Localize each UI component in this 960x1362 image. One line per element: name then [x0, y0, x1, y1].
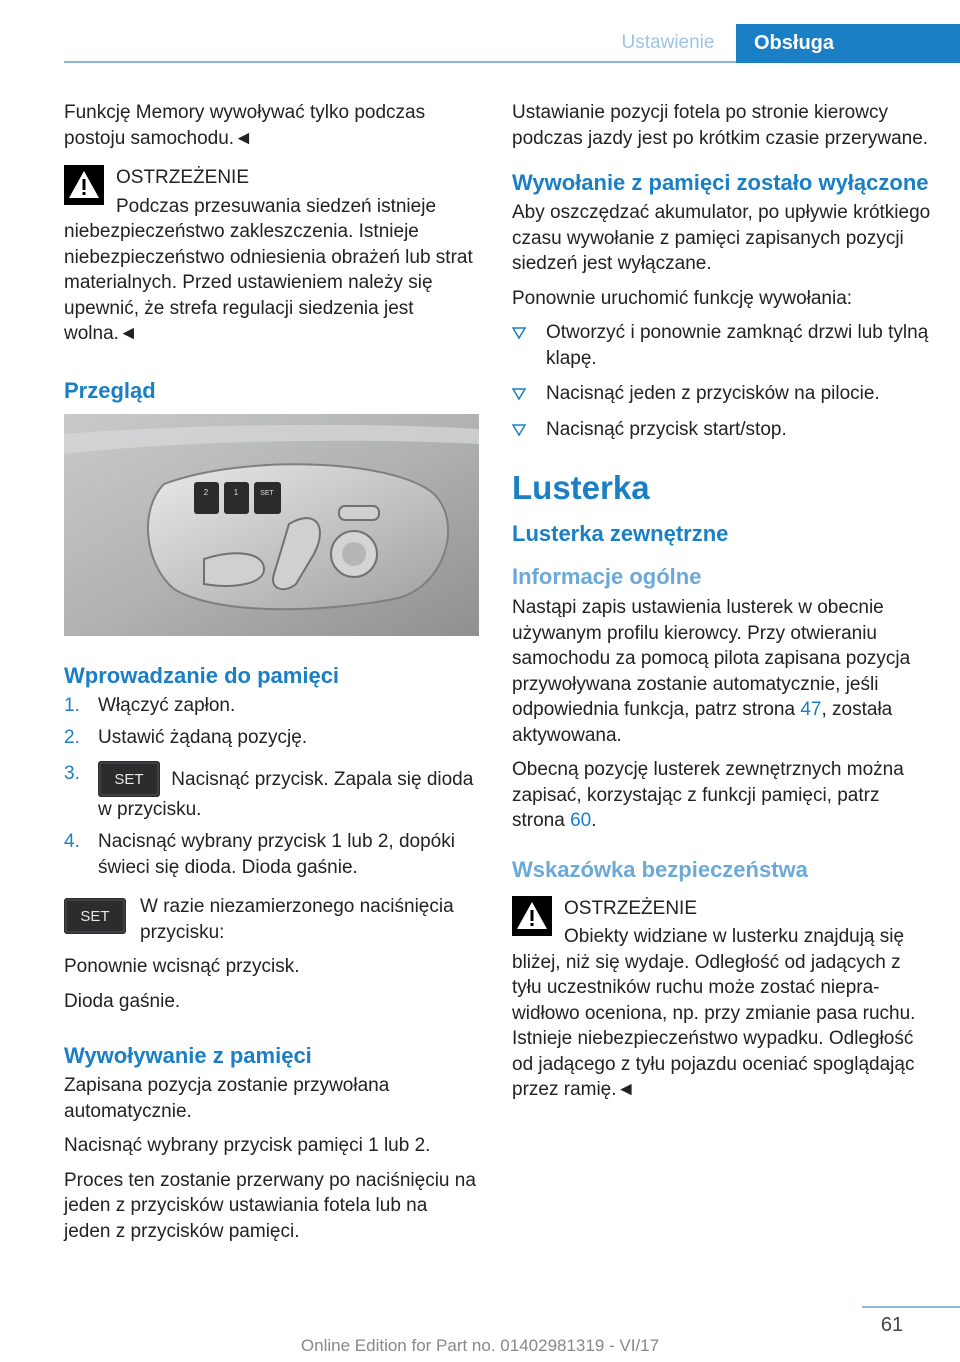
- memory-store-heading: Wprowadzanie do pamięci: [64, 662, 340, 688]
- recall-paragraph-3: Proces ten zostanie przerwany po naciśnięciu na jeden z przycisków ustawiania fotela lub na jeden z przycisków pamięci.: [64, 1169, 476, 1242]
- bullet-triangle-icon: [512, 387, 526, 401]
- set-button-icon: [98, 761, 160, 797]
- warning-text-rest: niebezpieczeństwo zakleszczenia. Istnieje niebezpieczeństwo odniesienia obrażeń lub strat materialnych. Przed ustawieniem należy się upewnić, że strefa regulacji siedzenia jest wolna.◄: [64, 221, 473, 344]
- list-item: [64, 725, 479, 751]
- footer-rule: [862, 1306, 960, 1308]
- set-note-text: W razie niezamierzonego naciśnięcia przycisku:: [140, 896, 454, 943]
- warning-title: OSTRZEŻENIE: [564, 897, 698, 919]
- mirrors-heading: Lusterka: [512, 469, 650, 506]
- reactivate-list: [512, 320, 932, 442]
- photo-button-1: 1: [233, 487, 239, 497]
- step-number: 2.: [64, 727, 80, 748]
- driver-seat-interrupt-text: Ustawianie pozycji fotela po stronie kierowcy podczas jazdy jest po krótkim czasie przerywane.: [512, 102, 929, 149]
- exterior-mirrors-heading: Lusterka zewnętrzne: [512, 521, 729, 546]
- list-item: [512, 381, 932, 407]
- recall-heading: Wywoływanie z pamięci: [64, 1043, 312, 1068]
- recall-paragraph-1: Zapisana pozycja zostanie przywołana automatycznie.: [64, 1075, 390, 1122]
- bullet-text: Nacisnąć jeden z przycisków na pilocie.: [546, 383, 880, 404]
- bullet-text: Nacisnąć przycisk start/stop.: [546, 418, 787, 440]
- bullet-triangle-icon: [512, 423, 526, 437]
- press-again-text: Ponownie wcisnąć przycisk.: [64, 956, 300, 977]
- safety-heading: Wskazówka bezpieczeństwa: [512, 856, 808, 882]
- list-item: [64, 761, 479, 823]
- photo-button-set: SET: [260, 489, 274, 497]
- list-item: [512, 417, 932, 443]
- warning-icon: [64, 165, 104, 205]
- warning-block-seat: [64, 165, 479, 347]
- warning-text-first: Podczas przesuwania siedzeń istnieje: [116, 195, 437, 217]
- step-text: Ustawić żądaną pozycję.: [98, 727, 308, 748]
- general-info-heading: Informacje ogólne: [512, 564, 702, 589]
- edition-footer: Online Edition for Part no. 01402981319 - VI/17: [300, 1336, 660, 1355]
- photo-button-2: 2: [203, 487, 209, 497]
- overview-heading: Przegląd: [64, 377, 156, 403]
- warning-text-first: Obiekty widziane w lusterku znajdują się: [564, 926, 905, 947]
- step-text: Nacisnąć wybrany przycisk 1 lub 2, dopóki świeci się dioda. Dioda gaśnie.: [98, 831, 455, 878]
- set-button-icon: [64, 898, 126, 934]
- step-text: Włączyć zapłon.: [98, 694, 236, 716]
- bullet-text: Otworzyć i ponownie zamknąć drzwi lub tylną klapę.: [546, 322, 929, 369]
- page-link-47[interactable]: 47: [800, 699, 822, 720]
- bullet-triangle-icon: [512, 326, 526, 340]
- page-number: 61: [880, 1314, 904, 1336]
- general-paragraph-1: Nastąpi zapis ustawienia lusterek w obecnie używanym profilu kierowcy. Przy otwieraniu samochodu za pomocą pilota zapisana pozycja przywoływana zostanie automatycznie, jeśli odpowiednia funkcja, patrz strona 47, została aktywowana.: [512, 597, 911, 746]
- warning-icon: [512, 896, 552, 936]
- warning-text-rest: bliżej, niż się wydaje. Odległość od jadących z tyłu uczestników ruchu może zostać nieprawidłowo oceniona, np. przy zmianie pasa ruchu. Istnieje niebezpieczeństwo wypadku. Odległość od jadącego z tyłu pojazdu oceniać spoglądając przez ramię.◄: [512, 951, 916, 1100]
- warning-block-mirror: [512, 896, 932, 1103]
- right-column: [512, 100, 932, 1112]
- step-number: 3.: [64, 762, 80, 784]
- svg-text:SET: SET: [114, 770, 144, 788]
- warning-title: OSTRZEŻENIE: [116, 167, 250, 188]
- step-number: 1.: [64, 694, 80, 716]
- recall-paragraph-2: Nacisnąć wybrany przycisk pamięci 1 lub 2.: [64, 1135, 431, 1156]
- list-item: [64, 829, 479, 880]
- header-chapter-tab: Obsługa: [736, 24, 960, 63]
- memory-store-steps: [64, 693, 479, 881]
- recall-off-paragraph-1: Aby oszczędzać akumulator, po upływie krótkiego czasu wywołanie z pamięci zapisanych pozycji siedzeń jest wyłączane.: [512, 202, 931, 274]
- set-note-block: [64, 894, 479, 945]
- recall-off-heading: Wywołanie z pamięci zostało wyłączone: [512, 170, 929, 195]
- svg-text:SET: SET: [80, 908, 110, 925]
- step-number: 4.: [64, 831, 80, 852]
- page-link-60[interactable]: 60: [570, 810, 592, 831]
- list-item: [64, 693, 479, 719]
- step-text: Nacisnąć przycisk. Zapala się dioda w przycisku.: [98, 768, 474, 820]
- memory-intro: Funkcję Memory wywoływać tylko podczas postoju samochodu.◄: [64, 102, 426, 149]
- seat-controls-photo: [64, 414, 479, 636]
- header-section: Ustawienie: [621, 31, 715, 53]
- general-paragraph-2: Obecną pozycję lusterek zewnętrznych można zapisać, korzystając z funkcji pamięci, patrz strona 60.: [512, 759, 904, 831]
- left-column: [64, 100, 479, 1253]
- recall-off-paragraph-2: Ponownie uruchomić funkcję wywołania:: [512, 287, 853, 309]
- led-off-text: Dioda gaśnie.: [64, 990, 181, 1012]
- list-item: [512, 320, 932, 371]
